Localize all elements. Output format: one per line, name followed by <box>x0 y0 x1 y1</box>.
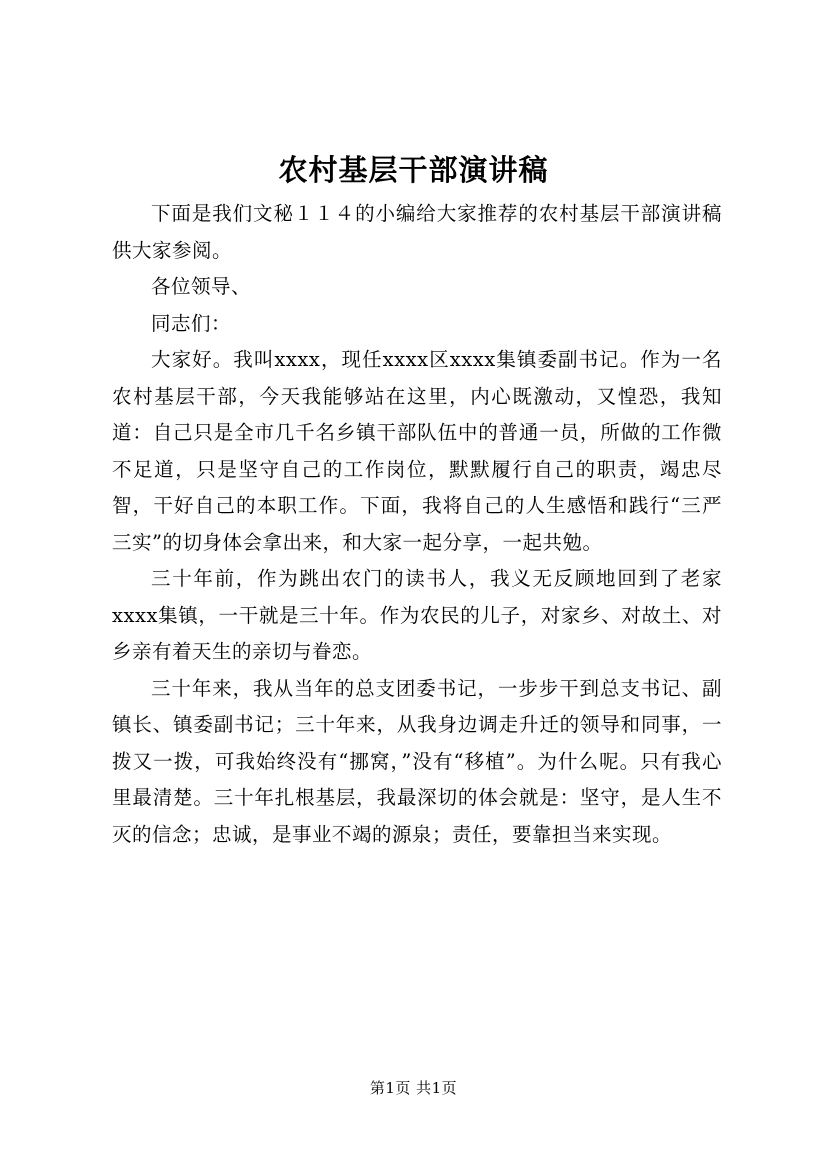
paragraph-thirty-years-ago: 三十年前，作为跳出农门的读书人，我义无反顾地回到了老家xxxx集镇，一干就是三十年。作为农民的儿子，对家乡、对故土、对乡亲有着天生的亲切与眷恋。 <box>112 567 722 663</box>
paragraph-intro: 下面是我们文秘１１４的小编给大家推荐的农村基层干部演讲稿供大家参阅。 <box>112 202 722 262</box>
paragraph-thirty-years-since: 三十年来，我从当年的总支团委书记，一步步干到总支书记、副镇长、镇委副书记；三十年来，从我身边调走升迁的领导和同事，一拨又一拨，可我始终没有“挪窝，”没有“移植”。为什么呢。只有我心里最清楚。三十年扎根基层，我最深切的体会就是：坚守，是人生不灭的信念；忠诚，是事业不竭的源泉；责任，要靠担当来实现。 <box>112 676 722 846</box>
page-number-footer: 第1页 共1页 <box>369 1079 458 1097</box>
document-title: 农村基层干部演讲稿 <box>278 153 549 187</box>
document-body <box>112 196 722 853</box>
paragraph-self-introduction: 大家好。我叫xxxx，现任xxxx区xxxx集镇委副书记。作为一名农村基层干部，今天我能够站在这里，内心既激动，又惶恐，我知道：自己只是全市几千名乡镇干部队伍中的普通一员，所做的工作微不足道，只是坚守自己的工作岗位，默默履行自己的职责，竭忠尽智，干好自己的本职工作。下面，我将自己的人生感悟和践行“三严三实”的切身体会拿出来，和大家一起分享，一起共勉。 <box>112 348 722 554</box>
paragraph-salutation-leaders: 各位领导、 <box>151 275 252 298</box>
paragraph-salutation-comrades: 同志们： <box>151 311 232 335</box>
